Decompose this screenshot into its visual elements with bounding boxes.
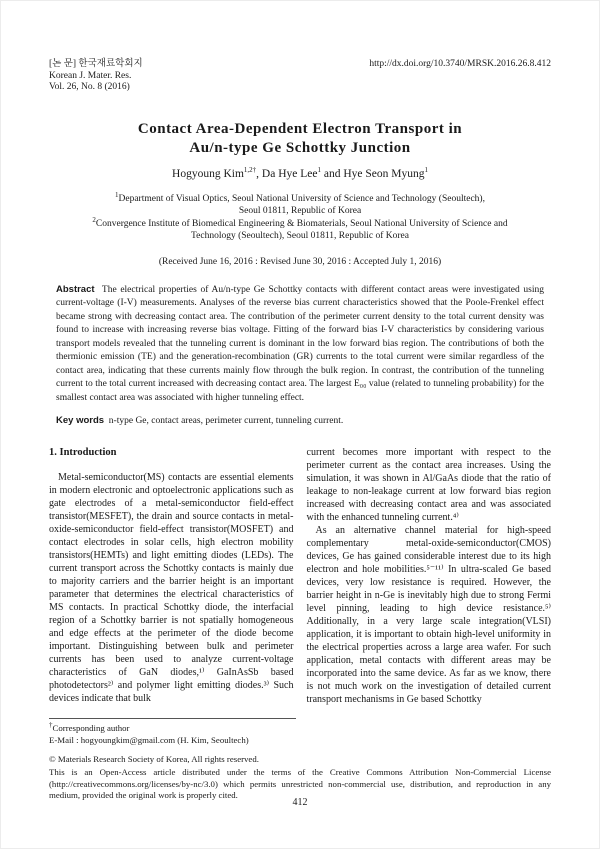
author-name: Hogyoung Kim [172,167,244,180]
affiliation-line [49,190,551,206]
affiliation-text: Department of Visual Optics, Seoul National University of Science and Technology (Seoultech), [118,193,485,204]
author-separator: and [320,167,344,180]
author-affil-marker: 1,2† [243,165,257,174]
section-heading-introduction: 1. Introduction [49,447,117,458]
affiliation-text: Convergence Institute of Biomedical Engineering & Biomaterials, Seoul National University of Science and [95,218,508,229]
affiliation-marker: 2 [92,215,96,224]
doi-link: http://dx.doi.org/10.3740/MRSK.2016.26.8.412 [369,59,551,69]
footnote-line [49,722,296,734]
keywords-section [49,415,551,426]
footnote-divider [49,718,296,719]
copyright-line: © Materials Research Society of Korea, All rights reserved. [49,754,259,764]
corresponding-author-footnote [49,718,296,746]
author-separator: , [256,167,262,180]
author-affil-marker: 1 [317,165,321,174]
journal-name-korean: [논 문] 한국재료학회지 [49,59,143,69]
affiliation-line [49,205,551,218]
page-header [49,59,551,94]
page-number: 412 [292,797,308,808]
copyright-block [49,754,551,802]
keywords-label: Key words [56,415,105,426]
affiliations [49,190,551,243]
left-column [49,446,294,706]
affiliation-marker: 1 [115,190,119,199]
article-title-line1: Contact Area-Dependent Electron Transport in [137,120,463,137]
abstract-text: The electrical properties of Au/n-type Ge Schottky contacts with different contact areas were investigated using current-voltage (I-V) measurements. Analyses of the reverse bias current characteristics showed that the Poole-Frenkel effect became strong with decreasing contact area. The contribution of the perimeter current density to the total current density was found to increase with increasing reverse bias voltage. Fitting of the forward bias I-V characteristics by considering various transport models revealed that the tunneling current is dominant in the low forward bias region. The contributions of both the thermionic emission (TE) and the generation-recombination (GR) currents to the total current were similar regardless of the contact area, indicating that these currents mainly flow through the bulk region. In contrast, the contribution of the tunneling current to the total current increased with decreasing contact area. The largest E₀₀ value (related to tunneling probability) for the smallest contact area was associated with higher tunneling effect. [56,284,544,403]
author-affil-marker: 1 [424,165,428,174]
body-paragraph: Metal-semiconductor(MS) contacts are essential elements in modern electronic and optoelectronic applications such as gate electrodes of a metal-semiconductor field-effect transistor(MESFET), the drain and source contacts in metal-oxide-semiconductor field-effect transistor(MOSFET) and contact electrodes in solar cells, high electron mobility transistors(HEMTs) and light emitting diodes (LEDs). The current transport across the Schottky contacts is mainly due to majority carriers and the barrier height is an important parameter that determines the electrical characteristics of MS contacts. In practical Schottky diode, the interfacial region of a Schottky barrier is not spatially homogeneous and edge effects at the perimeter of the diode become important. Distinguishing between bulk and perimeter currents has been used to analyze current-voltage characteristics of GaN diodes,¹⁾ GaInAsSb based photodetectors²⁾ and polymer light emitting diodes.³⁾ Such devices indicate that bulk [49,472,294,704]
dagger-marker: † [49,721,53,730]
received-dates: (Received June 16, 2016 : Revised June 30, 2016 : Accepted July 1, 2016) [158,256,442,267]
abstract-section [49,283,551,406]
body-paragraph: current becomes more important with respect to the perimeter current as the contact area increases. Using the simulation, it was shown in Al/GaAs diode that the ratio of leakage to non-leakage current at low forward bias region increased with decreasing contact area and was associated with the enhanced tunneling current.⁴⁾ [306,447,551,523]
journal-info [49,59,143,94]
footnote-text: Corresponding author [52,723,130,733]
author-name: Hye Seon Myung [343,167,425,180]
abstract-label: Abstract [56,283,95,295]
license-text: This is an Open-Access article distributed under the terms of the Creative Commons Attribution Non-Commercial License (http://creativecommons.org/licenses/by-nc/3.0) which permits unrestricted non-commercial use, distribution, and reproduction in any medium, provided the original work is properly cited. [49,766,551,801]
right-column [307,446,552,706]
journal-volume: Vol. 26, No. 8 (2016) [49,82,130,92]
article-title [49,120,551,158]
body-paragraph: As an alternative channel material for high-speed complementary metal-oxide-semiconductor(CMOS) devices, Ge has gained considerable interest due to its high electron and hole mobilities.⁵⁻¹¹⁾ In ultra-scaled Ge based devices, very low resistance is required. However, the barrier height in n-Ge is inevitably high due to strong Fermi level pinning, leading to high device resistance.⁵⁾ Additionally, in a very large scale integration(VLSI) application, it is important to obtain high-level uniformity in the electrical properties across a large area wafer. For such application, metal contacts with different areas may be incorporated into the same device. As far as we know, there is not much work on the investigation of detailed current transport mechanisms in Ge based Schottky [306,525,551,705]
footnote-email: E-Mail : hogyoungkim@gmail.com (H. Kim, Seoultech) [49,735,249,745]
affiliation-text: Seoul 01811, Republic of Korea [238,206,362,216]
two-column-body [49,446,551,706]
keywords-text: n-type Ge, contact areas, perimeter current, tunneling current. [108,416,344,426]
affiliation-text: Technology (Seoultech), Seoul 01811, Republic of Korea [191,231,409,241]
author-name: Da Hye Lee [261,167,318,180]
affiliation-line [49,230,551,243]
journal-name-english: Korean J. Mater. Res. [49,70,132,81]
article-title-line2: Au/n-type Ge Schottky Junction [189,139,411,156]
affiliation-line [49,215,551,231]
author-list [49,167,551,182]
